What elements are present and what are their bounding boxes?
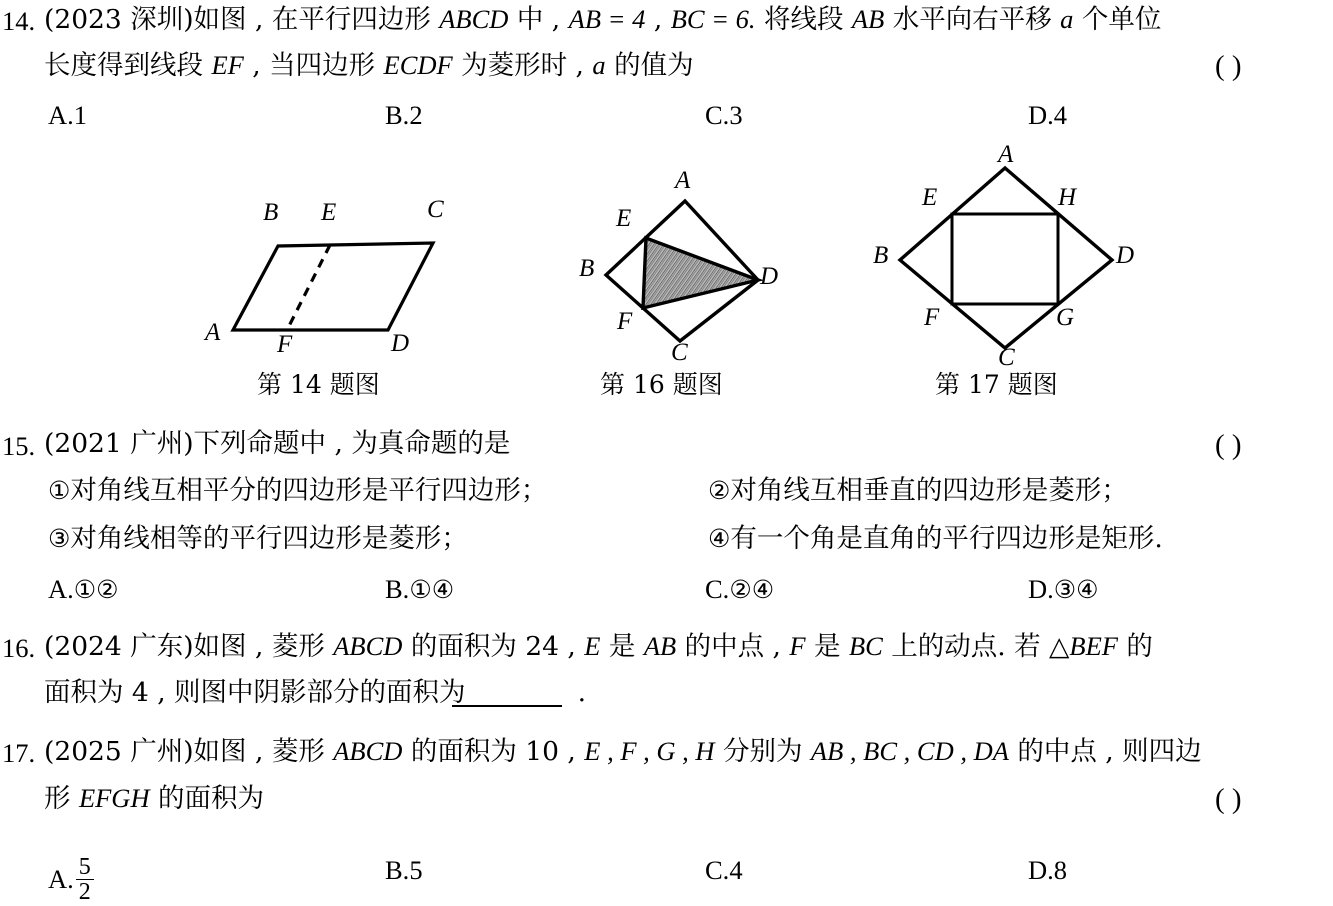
q16-text-f: 上的动点. 若 △ [882,631,1070,662]
figure-16-label-A: A [675,167,691,194]
q17-option-c[interactable] [705,855,743,886]
q16-var-ab: AB [643,631,677,661]
q15-option-a-value: ①② [73,575,119,604]
question-15-line1 [44,428,511,459]
q15-option-d-tag: D. [1028,574,1054,604]
q15-proposition-3 [48,523,468,554]
q15-option-b-value: ①④ [409,575,455,604]
q15-option-d[interactable] [1028,574,1099,605]
q16-text-g: 的 [1117,631,1153,662]
q17-var-abcd: ABCD [333,736,403,766]
q16-text-b: 的面积为 24 , [402,631,585,662]
q14-option-a-tag: A. [48,100,74,130]
question-16-line1 [44,633,1153,661]
q17-var-sides: AB , BC , CD , DA [810,736,1009,766]
question-16-line2 [44,677,586,708]
q17-option-b[interactable] [385,855,423,886]
question-14-line1 [44,6,1161,34]
parallelogram-abcd [233,243,433,330]
rectangle-efgh [952,214,1058,304]
q15-prop-4-mark: ④ [708,524,731,553]
q17-option-d[interactable] [1028,855,1067,886]
figure-17-label-E: E [922,184,938,211]
question-17-line2 [44,785,264,813]
figure-17-label-H: H [1058,184,1077,211]
q17-text-b: 的面积为 10 , [402,736,585,767]
q15-option-c-value: ②④ [729,575,775,604]
figure-17-label-F: F [924,304,940,331]
q15-proposition-2 [708,475,1128,506]
q14-l2-text-a: 长度得到线段 [44,50,212,81]
q17-option-d-value: 8 [1053,855,1068,885]
q16-source: (2024 广东) [44,631,194,662]
q14-option-c-tag: C. [705,100,730,130]
q16-var-e: E [584,631,601,661]
q14-option-b-tag: B. [385,100,410,130]
figure-17-label-D: D [1116,242,1135,269]
q16-text-a: 如图 , 菱形 [193,631,334,662]
q14-option-c[interactable] [705,100,743,131]
shaded-triangle-efd [643,238,758,308]
figure-14-caption: 第 14 题图 [257,370,380,399]
q17-option-d-tag: D. [1028,855,1054,885]
q14-option-d[interactable] [1028,100,1067,131]
q14-source: (2023 深圳) [44,4,194,35]
q16-l2-text-a: 面积为 4 , 则图中阴影部分的面积为 [44,677,466,708]
q15-prop-1-mark: ① [48,476,71,505]
q15-proposition-4 [708,523,1163,554]
q17-l2-text-b: 的面积为 [149,783,265,814]
q17-option-a-denominator: 2 [76,879,94,904]
q14-l2-var-a: a [592,50,606,80]
question-15-number: 15. [2,431,36,461]
question-17-line1 [44,738,1202,766]
q14-var-ef: EF [211,50,244,80]
q15-prop-2-text: 对角线互相垂直的四边形是菱形； [730,475,1128,506]
q14-l2-text-b: , 当四边形 [243,50,384,81]
q15-source: (2021 广州) [44,428,194,459]
question-14-number: 14. [2,6,36,36]
q14-var-ecdf: ECDF [383,50,453,80]
figure-14-label-A: A [205,319,221,346]
q16-text-c: 是 [600,631,644,662]
dashed-segment-ef [287,245,330,330]
q14-option-d-tag: D. [1028,100,1054,130]
figure-16-label-B: B [579,255,595,282]
q15-prop-3-mark: ③ [48,524,71,553]
figure-17 [873,141,1135,371]
figure-17-label-G: G [1056,304,1075,331]
q15-option-c[interactable] [705,574,774,605]
figure-17-caption: 第 17 题图 [935,370,1058,399]
question-15-options [0,574,1333,614]
figure-16-svg [580,175,790,360]
q16-var-f: F [789,631,806,661]
q14-option-d-value: 4 [1053,100,1068,130]
q16-var-abcd: ABCD [333,631,403,661]
q16-text-d: 的中点 , [676,631,790,662]
figure-14-label-E: E [321,199,337,226]
figure-17-label-B: B [873,242,889,269]
q14-eq-bc: BC = 6. [670,4,756,34]
q15-proposition-1 [48,475,548,506]
q14-text-a: 如图 , 在平行四边形 [193,4,440,35]
q14-eq-ab: AB = 4 [568,4,646,34]
q14-l2-text-c: 为菱形时 , [452,50,593,81]
figure-14-label-D: D [391,330,410,357]
question-14-options [0,100,1333,140]
q15-option-c-tag: C. [705,574,730,604]
q17-option-a-numerator: 5 [78,854,91,880]
q15-prop-3-text: 对角线相等的平行四边形是菱形； [70,523,468,554]
question-17-number: 17. [2,738,36,768]
figure-14 [195,196,465,358]
q14-var-a: a [1060,4,1074,34]
q16-text-e: 是 [805,631,849,662]
figure-16-label-C: C [671,339,688,366]
q15-answer-bracket[interactable]: ( ) [1215,429,1242,461]
figure-14-label-B: B [263,199,279,226]
q17-l2-text-a: 形 [44,783,79,814]
q15-prop-2-mark: ② [708,476,731,505]
q17-var-efgh: E , F , G , H [584,736,715,766]
q17-option-a-fraction [76,855,94,905]
q17-text-d: 的中点 , 则四边 [1008,736,1202,767]
q16-var-bc: BC [848,631,883,661]
figure-16-label-D: D [760,263,779,290]
q17-text-c: 分别为 [714,736,811,767]
figure-17-label-A: A [998,141,1014,168]
q14-text-b: 中 , [508,4,569,35]
q14-text-e: 个单位 [1073,4,1162,35]
q17-answer-bracket[interactable]: ( ) [1215,783,1242,815]
question-16-number: 16. [2,633,36,663]
q14-var-ab: AB [851,4,885,34]
q17-l2-var-efgh: EFGH [78,783,150,813]
q16-l2-text-b: . [577,677,586,708]
q17-option-a[interactable] [48,855,94,905]
q17-option-b-value: 5 [409,855,423,885]
question-17-options [0,855,1333,905]
q14-text-d: 水平向右平移 [884,4,1061,35]
q15-option-a-tag: A. [48,574,74,604]
q14-option-a-value: 1 [73,100,88,130]
figure-16-caption: 第 16 题图 [600,370,723,399]
q16-answer-blank-underline[interactable] [452,705,562,707]
q14-l2-text-d: 的值为 [605,50,694,81]
q17-option-a-tag: A. [48,863,74,894]
q14-option-b[interactable] [385,100,423,131]
question-14-line2 [44,52,694,80]
q15-text: 下列命题中 , 为真命题的是 [193,428,511,459]
q17-option-c-value: 4 [729,855,743,885]
q17-text-a: 如图 , 菱形 [193,736,334,767]
q17-option-c-tag: C. [705,855,730,885]
q17-option-b-tag: B. [385,855,410,885]
figure-16 [579,167,790,366]
q17-source: (2025 广州) [44,736,194,767]
q15-prop-1-text: 对角线互相平分的四边形是平行四边形； [70,475,548,506]
q15-option-a[interactable] [48,574,119,605]
q14-option-c-value: 3 [729,100,743,130]
figure-16-label-E: E [616,205,632,232]
q16-var-bef: BEF [1069,631,1118,661]
q15-prop-4-text: 有一个角是直角的平行四边形是矩形. [730,523,1163,554]
figure-14-label-F: F [277,331,293,358]
q14-sep: , [645,4,671,35]
q14-option-b-value: 2 [409,100,423,130]
q14-text-c: 将线段 [755,4,852,35]
q15-option-d-value: ③④ [1053,575,1099,604]
figure-17-svg [880,148,1130,363]
q14-var-abcd: ABCD [439,4,509,34]
q14-option-a[interactable] [48,100,87,131]
q15-option-b[interactable] [385,574,454,605]
figure-14-label-C: C [427,196,444,223]
figure-17-label-C: C [998,344,1015,371]
q15-option-b-tag: B. [385,574,410,604]
q14-answer-bracket[interactable]: ( ) [1215,50,1242,82]
figure-16-label-F: F [617,308,633,335]
